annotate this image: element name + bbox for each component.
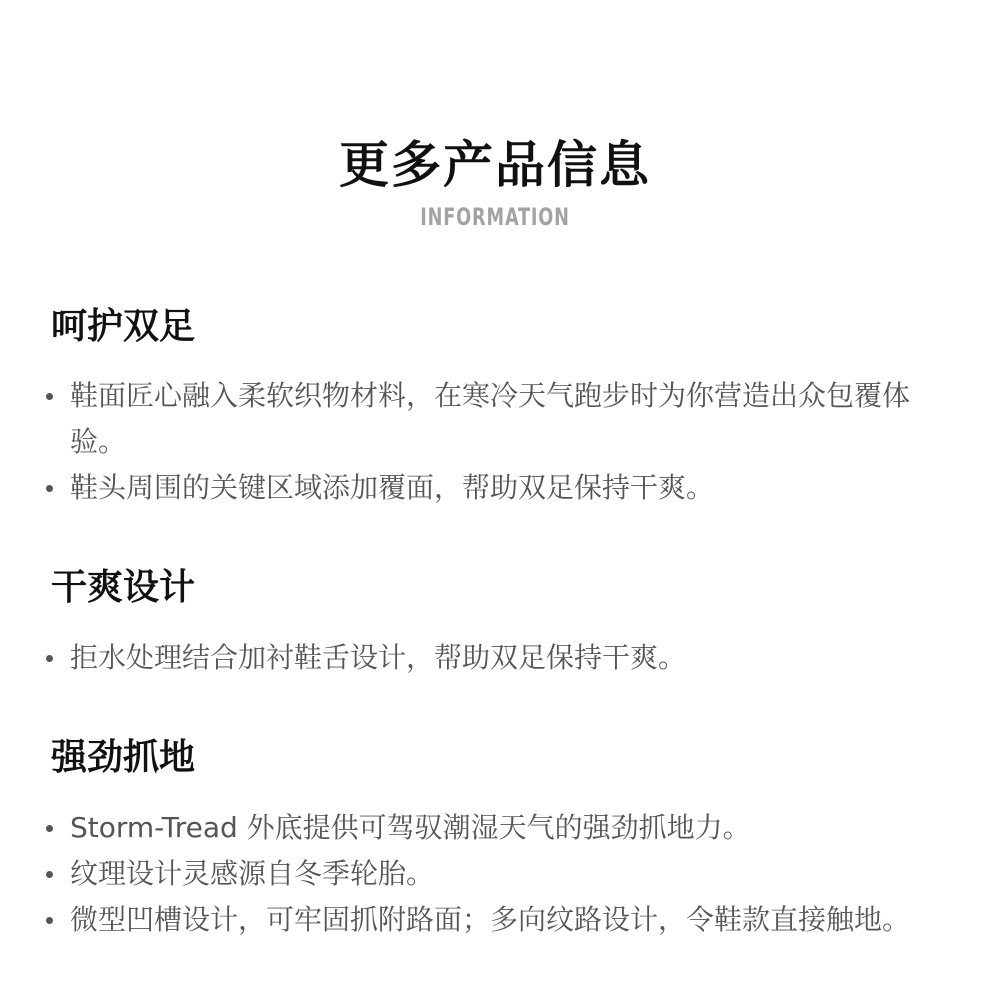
list-item: [44, 851, 949, 897]
list-item-text: 鞋面匠心融入柔软织物材料，在寒冷天气跑步时为你营造出众包覆体验。: [70, 379, 911, 458]
bullet-dot-icon: [46, 871, 53, 878]
list-item: [44, 373, 949, 465]
list-item-text: 微型凹槽设计，可牢固抓附路面；多向纹路设计，令鞋款直接触地。: [70, 903, 911, 936]
bullet-dot-icon: [46, 825, 53, 832]
bullet-dot-icon: [46, 655, 53, 662]
page-header: [0, 132, 990, 234]
list-item: [44, 805, 949, 851]
section-title: 强劲抓地: [51, 737, 196, 778]
list-item-text: 鞋头周围的关键区域添加覆面，帮助双足保持干爽。: [70, 471, 715, 504]
list-item: [44, 897, 949, 943]
bullet-dot-icon: [46, 485, 53, 492]
list-item: [44, 635, 949, 681]
page-title: 更多产品信息: [339, 136, 651, 194]
section-title: 呵护双足: [51, 306, 196, 347]
bullet-dot-icon: [46, 393, 53, 400]
list-item: [44, 465, 949, 511]
list-item-text: Storm-Tread 外底提供可驾驭潮湿天气的强劲抓地力。: [70, 811, 751, 844]
bullet-dot-icon: [46, 917, 53, 924]
section-title: 干爽设计: [51, 567, 196, 608]
page-subtitle: INFORMATION: [420, 203, 570, 231]
bullet-list: [44, 805, 949, 943]
list-item-text: 拒水处理结合加衬鞋舌设计，帮助双足保持干爽。: [70, 641, 687, 674]
list-item-text: 纹理设计灵感源自冬季轮胎。: [70, 857, 435, 890]
bullet-list: [44, 373, 949, 511]
bullet-list: [44, 635, 949, 681]
